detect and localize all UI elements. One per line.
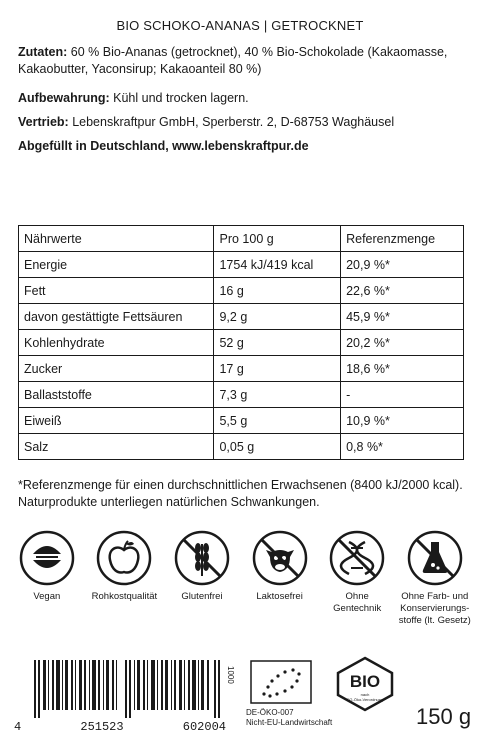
eu-organic-code-line: DE-ÖKO-007: [246, 708, 294, 717]
bottled-in: [18, 138, 466, 155]
product-title: BIO SCHOKO-ANANAS | GETROCKNET: [116, 18, 364, 33]
badge-label: Laktosefrei: [256, 591, 303, 602]
ingredients: [18, 44, 466, 78]
cell-amount: 16 g: [214, 278, 341, 304]
storage-label: Aufbewahrung:: [18, 91, 110, 105]
cell-amount: 17 g: [214, 356, 341, 382]
cell-nutrient: Energie: [19, 252, 214, 278]
footnote-reference: *Referenzmenge für einen durchschnittlichen Erwachsenen (8400 kJ/2000 kcal).: [18, 478, 463, 492]
table-row: [19, 252, 464, 278]
cell-amount: 1754 kJ/419 kcal: [214, 252, 341, 278]
distributor-text: Lebenskraftpur GmbH, Sperberstr. 2, D-68753 Waghäusel: [68, 115, 395, 129]
table-row: [19, 408, 464, 434]
table-header-row: [19, 226, 464, 252]
cell-nutrient: davon gestättigte Fettsäuren: [19, 304, 214, 330]
cell-nutrient: Kohlenhydrate: [19, 330, 214, 356]
cell-reference: 45,9 %*: [341, 304, 464, 330]
eu-organic-code: [246, 708, 332, 728]
cell-reference: 20,2 %*: [341, 330, 464, 356]
footnote-variation: Naturprodukte unterliegen natürlichen Schwankungen.: [18, 495, 320, 509]
cell-amount: 7,3 g: [214, 382, 341, 408]
table-row: [19, 278, 464, 304]
barcode-side-number: 1000: [226, 666, 235, 684]
barcode-right-digits: 602004: [182, 720, 226, 734]
vegan-icon: [19, 530, 75, 586]
table-row: [19, 304, 464, 330]
bio-seal-small-2: EG-Öko-Verordnung: [346, 697, 384, 702]
distributor: [18, 114, 466, 131]
barcode-lead-digit: 4: [14, 720, 22, 734]
apple-icon: [96, 530, 152, 586]
cell-reference: 0,8 %*: [341, 434, 464, 460]
bio-seal-icon: [334, 656, 396, 712]
badge-label: Vegan: [33, 591, 61, 602]
bio-seal-text: BIO: [349, 672, 381, 691]
header-per-100g: Pro 100 g: [214, 226, 341, 252]
cell-nutrient: Ballaststoffe: [19, 382, 214, 408]
no-gmo-icon: [329, 530, 385, 586]
nutrition-table: [18, 225, 464, 460]
barcode-bars: [34, 660, 222, 718]
storage-text: Kühl und trocken lagern.: [109, 91, 249, 105]
badge-no-gmo: [318, 530, 396, 627]
badge-raw: [86, 530, 164, 627]
net-weight: 150 g: [416, 704, 472, 729]
gluten-free-icon: [174, 530, 230, 586]
ingredients-text: 60 % Bio-Ananas (getrocknet), 40 % Bio-Schokolade (Kakaomasse, Kakaobutter, Yaconsirup; Kakaoanteil 80 %): [18, 45, 448, 76]
cell-amount: 9,2 g: [214, 304, 341, 330]
cell-amount: 0,05 g: [214, 434, 341, 460]
cell-reference: 20,9 %*: [341, 252, 464, 278]
storage: [18, 90, 466, 107]
cell-reference: 10,9 %*: [341, 408, 464, 434]
cell-nutrient: Zucker: [19, 356, 214, 382]
table-row: [19, 382, 464, 408]
bottled-text: Abgefüllt in Deutschland, www.lebenskraftpur.de: [18, 139, 309, 153]
badge-no-preservatives: [396, 530, 474, 627]
footnote: [18, 477, 468, 511]
ingredients-label: Zutaten:: [18, 45, 68, 59]
header-reference: Referenzmenge: [341, 226, 464, 252]
eu-organic-leaf-icon: [250, 660, 312, 704]
badge-row: [8, 530, 474, 627]
distributor-label: Vertrieb:: [18, 115, 69, 129]
bio-seal-small-1: nach: [360, 692, 370, 697]
lactose-free-icon: [252, 530, 308, 586]
no-preservatives-icon: [407, 530, 463, 586]
cell-nutrient: Salz: [19, 434, 214, 460]
table-row: [19, 330, 464, 356]
badge-vegan: [8, 530, 86, 627]
cell-amount: 52 g: [214, 330, 341, 356]
cell-reference: 18,6 %*: [341, 356, 464, 382]
cell-nutrient: Fett: [19, 278, 214, 304]
badge-lactose-free: [241, 530, 319, 627]
header-nutrient: Nährwerte: [19, 226, 214, 252]
table-row: [19, 434, 464, 460]
barcode-left-digits: 251523: [80, 720, 124, 734]
eu-organic-origin-line: Nicht-EU-Landwirtschaft: [246, 718, 333, 727]
cell-amount: 5,5 g: [214, 408, 341, 434]
badge-label: Glutenfrei: [181, 591, 223, 602]
cell-reference: 22,6 %*: [341, 278, 464, 304]
barcode: [14, 660, 235, 734]
badge-label: Rohkostqualität: [91, 591, 158, 602]
badge-label: Ohne Farb- und Konservierungs- stoffe (lt. Gesetz): [398, 591, 471, 626]
badge-gluten-free: [163, 530, 241, 627]
badge-label: Ohne Gentechnik: [333, 591, 382, 614]
barcode-digits: [14, 720, 226, 734]
table-row: [19, 356, 464, 382]
cell-nutrient: Eiweiß: [19, 408, 214, 434]
cell-reference: -: [341, 382, 464, 408]
